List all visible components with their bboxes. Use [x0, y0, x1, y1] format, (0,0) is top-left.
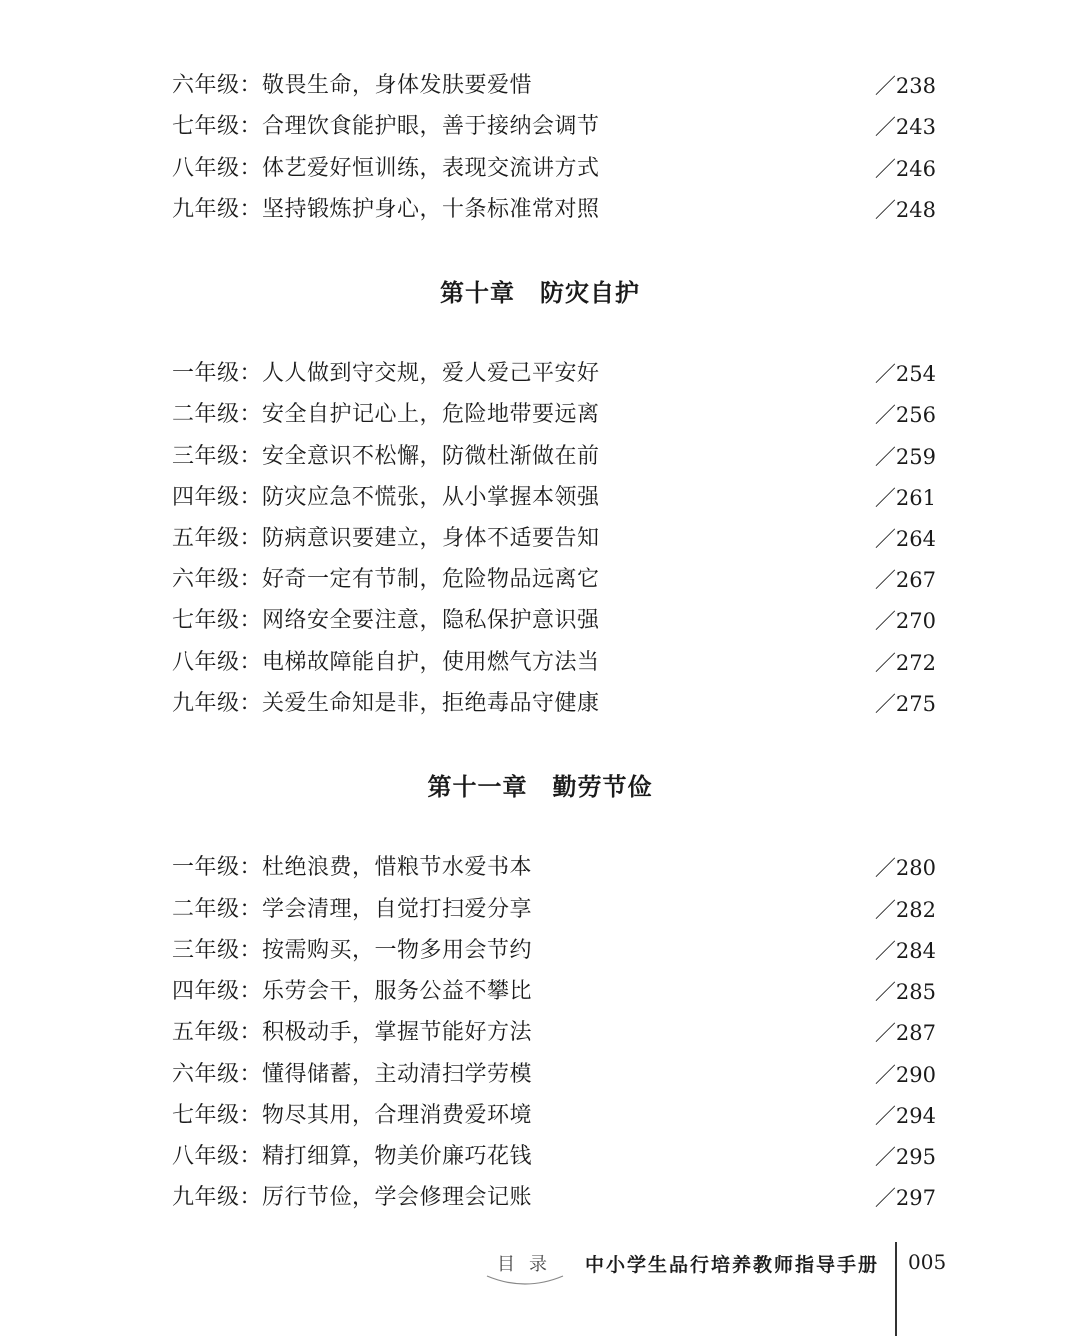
toc-entry-page: ／280: [874, 856, 936, 880]
toc-entry-page: ／248: [874, 198, 936, 222]
toc-entry-title: 三年级：按需购买，一物多用会节约: [172, 938, 533, 963]
toc-entry-title: 四年级：乐劳会干，服务公益不攀比: [172, 979, 533, 1004]
page-number: 005: [908, 1250, 947, 1274]
toc-entry-title: 九年级：厉行节俭，学会修理会记账: [172, 1185, 533, 1210]
toc-entry-page: ／272: [874, 651, 936, 675]
toc-entry-page: ／267: [874, 568, 936, 592]
toc-entry-title: 六年级：敬畏生命，身体发肤要爱惜: [172, 73, 533, 98]
toc-entry-title: 一年级：杜绝浪费，惜粮节水爱书本: [172, 855, 533, 880]
toc-entry-page: ／290: [874, 1063, 936, 1087]
toc-entry[interactable]: [172, 481, 936, 515]
toc-entry-title: 一年级：人人做到守交规，爱人爱己平安好: [172, 361, 600, 386]
toc-entry-page: ／287: [874, 1021, 936, 1045]
toc-entry-page: ／270: [874, 609, 936, 633]
toc-entry-title: 七年级：网络安全要注意，隐私保护意识强: [172, 608, 600, 633]
toc-entry[interactable]: [172, 934, 936, 968]
toc-entry-title: 九年级：坚持锻炼护身心，十条标准常对照: [172, 197, 600, 222]
toc-entry[interactable]: [172, 522, 936, 556]
toc-entry-page: ／294: [874, 1104, 936, 1128]
page-footer: [0, 1240, 1080, 1336]
toc-entry[interactable]: [172, 193, 936, 227]
book-title: 中小学生品行培养教师指导手册: [585, 1254, 880, 1276]
toc-entry[interactable]: [172, 646, 936, 680]
toc-entry-page: ／254: [874, 362, 936, 386]
toc-entry-page: ／295: [874, 1145, 936, 1169]
toc-entry-page: ／259: [874, 445, 936, 469]
toc-entry-page: ／264: [874, 527, 936, 551]
section-label: 目录: [497, 1254, 561, 1275]
toc-entry[interactable]: [172, 357, 936, 391]
chapter-heading: 第十章 防灾自护: [440, 279, 640, 307]
toc-entry-title: 四年级：防灾应急不慌张，从小掌握本领强: [172, 485, 600, 510]
toc-entry[interactable]: [172, 440, 936, 474]
toc-entry-title: 九年级：关爱生命知是非，拒绝毒品守健康: [172, 691, 600, 716]
toc-entry-page: ／256: [874, 403, 936, 427]
toc-entry-title: 七年级：物尽其用，合理消费爱环境: [172, 1103, 533, 1128]
toc-entry[interactable]: [172, 1016, 936, 1050]
toc-entry[interactable]: [172, 687, 936, 721]
toc-entry-title: 八年级：体艺爱好恒训练，表现交流讲方式: [172, 156, 600, 181]
decorative-swoosh-icon: [485, 1270, 565, 1292]
toc-entry[interactable]: [172, 851, 936, 885]
toc-entry-page: ／285: [874, 980, 936, 1004]
toc-entry[interactable]: [172, 1181, 936, 1215]
toc-entry-title: 八年级：精打细算，物美价廉巧花钱: [172, 1144, 533, 1169]
toc-entry[interactable]: [172, 1140, 936, 1174]
toc-entry[interactable]: [172, 563, 936, 597]
toc-entry[interactable]: [172, 69, 936, 103]
toc-entry-title: 七年级：合理饮食能护眼，善于接纳会调节: [172, 114, 600, 139]
toc-entry-title: 三年级：安全意识不松懈，防微杜渐做在前: [172, 444, 600, 469]
toc-entry-title: 二年级：安全自护记心上，危险地带要远离: [172, 402, 600, 427]
chapter-heading: 第十一章 勤劳节俭: [427, 773, 653, 801]
toc-entry-title: 六年级：好奇一定有节制，危险物品远离它: [172, 567, 600, 592]
toc-entry[interactable]: [172, 975, 936, 1009]
toc-entry-title: 五年级：防病意识要建立，身体不适要告知: [172, 526, 600, 551]
toc-entry-page: ／284: [874, 939, 936, 963]
toc-entry[interactable]: [172, 110, 936, 144]
footer-divider: [895, 1242, 897, 1336]
toc-entry[interactable]: [172, 398, 936, 432]
toc-entry-page: ／238: [874, 74, 936, 98]
toc-entry-page: ／282: [874, 898, 936, 922]
toc-entry-title: 六年级：懂得储蓄，主动清扫学劳模: [172, 1062, 533, 1087]
toc-entry-title: 八年级：电梯故障能自护，使用燃气方法当: [172, 650, 600, 675]
toc-entry-title: 五年级：积极动手，掌握节能好方法: [172, 1020, 533, 1045]
toc-entry[interactable]: [172, 604, 936, 638]
toc-entry-title: 二年级：学会清理，自觉打扫爱分享: [172, 897, 533, 922]
toc-entry[interactable]: [172, 893, 936, 927]
toc-entry-page: ／297: [874, 1186, 936, 1210]
toc-entry[interactable]: [172, 152, 936, 186]
toc-entry[interactable]: [172, 1058, 936, 1092]
toc-entry-page: ／275: [874, 692, 936, 716]
toc-entry[interactable]: [172, 1099, 936, 1133]
toc-entry-page: ／243: [874, 115, 936, 139]
toc-entry-page: ／261: [874, 486, 936, 510]
toc-entry-page: ／246: [874, 157, 936, 181]
